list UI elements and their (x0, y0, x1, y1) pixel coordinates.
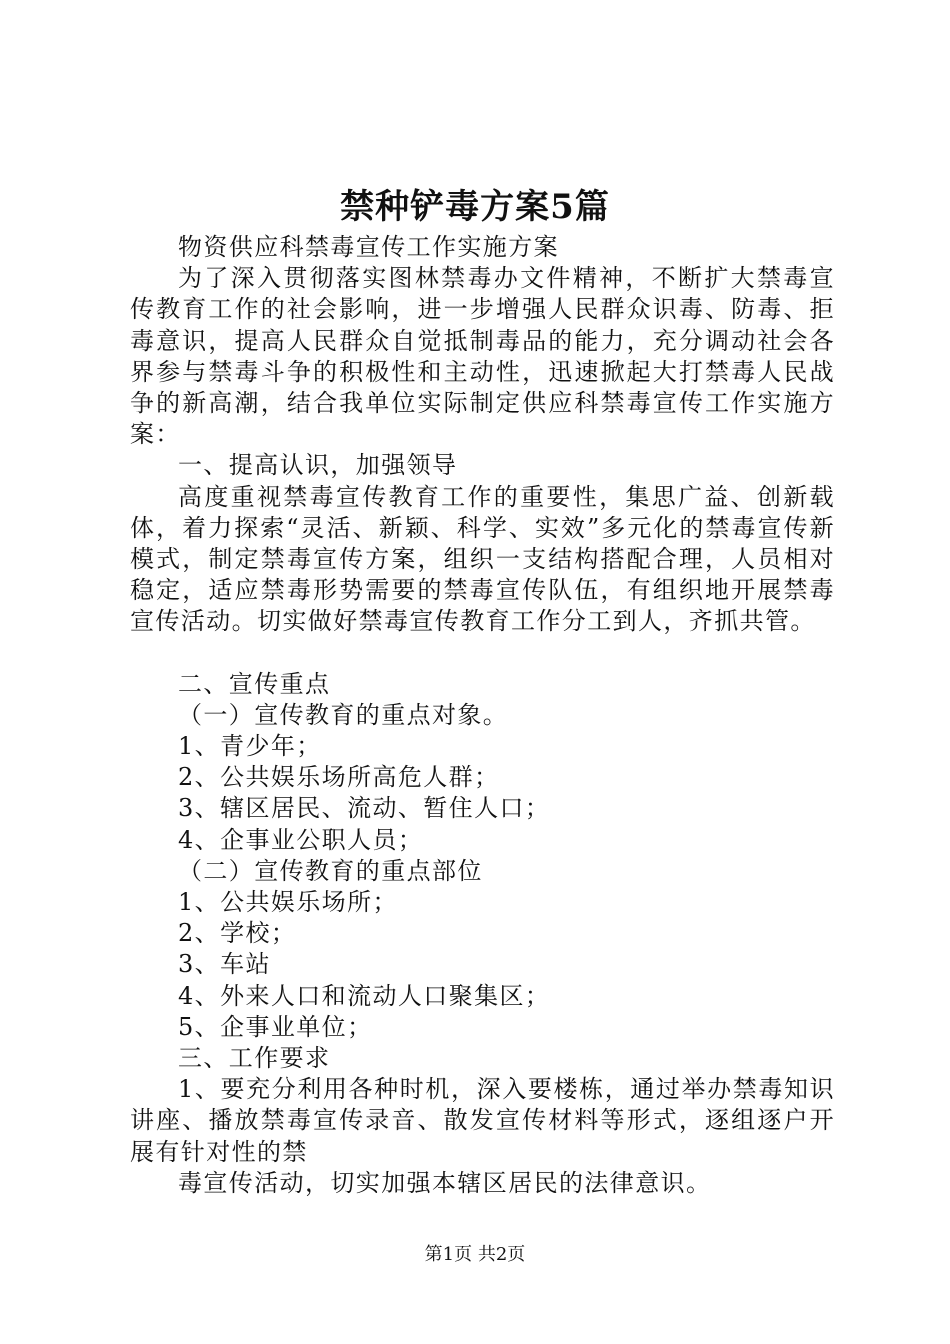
list-item: 4、企事业公职人员； (178, 825, 424, 854)
list-item: 3、车站 (178, 950, 271, 979)
page-footer: 第1页 共2页 (424, 1244, 526, 1265)
subheading-key-targets: （一）宣传教育的重点对象。 (178, 700, 509, 729)
paragraph-requirement-1: 1、要充分利用各种时机，深入要楼栋，通过举办禁毒知识讲座、播放禁毒宣传录音、散发宣传材料等形式，逐组逐户开展有针对性的禁 (130, 1075, 835, 1166)
document-title: 禁种铲毒方案5篇 (340, 187, 610, 227)
section-heading-3: 三、工作要求 (178, 1044, 331, 1073)
list-item: 5、企事业单位； (178, 1012, 373, 1041)
list-item: 2、学校； (178, 919, 297, 948)
paragraph-subtitle: 物资供应科禁毒宣传工作实施方案 (178, 233, 559, 261)
section-heading-1: 一、提高认识，加强领导 (178, 451, 458, 480)
paragraph-intro: 为了深入贯彻落实图林禁毒办文件精神，不断扩大禁毒宣传教育工作的社会影响，进一步增强人民群众识毒、防毒、拒毒意识，提高人民群众自觉抵制毒品的能力，充分调动社会各界参与禁毒斗争的积极性和主动性，迅速掀起大打禁毒人民战争的新高潮，结合我单位实际制定供应科禁毒宣传工作实施方案： (130, 264, 835, 449)
paragraph-leadership: 高度重视禁毒宣传教育工作的重要性，集思广益、创新载体，着力探索“灵活、新颖、科学、实效”多元化的禁毒宣传新模式，制定禁毒宣传方案，组织一支结构搭配合理，人员相对稳定，适应禁毒形势需要的禁毒宣传队伍，有组织地开展禁毒宣传活动。切实做好禁毒宣传教育工作分工到人，齐抓共管。 (130, 482, 835, 636)
subheading-key-locations: （二）宣传教育的重点部位 (178, 856, 483, 885)
document-body (130, 232, 835, 1199)
section-heading-2: 二、宣传重点 (178, 669, 331, 698)
list-item: 1、青少年； (178, 732, 322, 761)
list-item: 3、辖区居民、流动、暂住人口； (178, 794, 551, 823)
list-item: 1、公共娱乐场所； (178, 888, 398, 917)
list-item: 4、外来人口和流动人口聚集区； (178, 981, 551, 1010)
paragraph-requirement-1-cont: 毒宣传活动，切实加强本辖区居民的法律意识。 (178, 1168, 712, 1197)
list-item: 2、公共娱乐场所高危人群； (178, 763, 500, 792)
